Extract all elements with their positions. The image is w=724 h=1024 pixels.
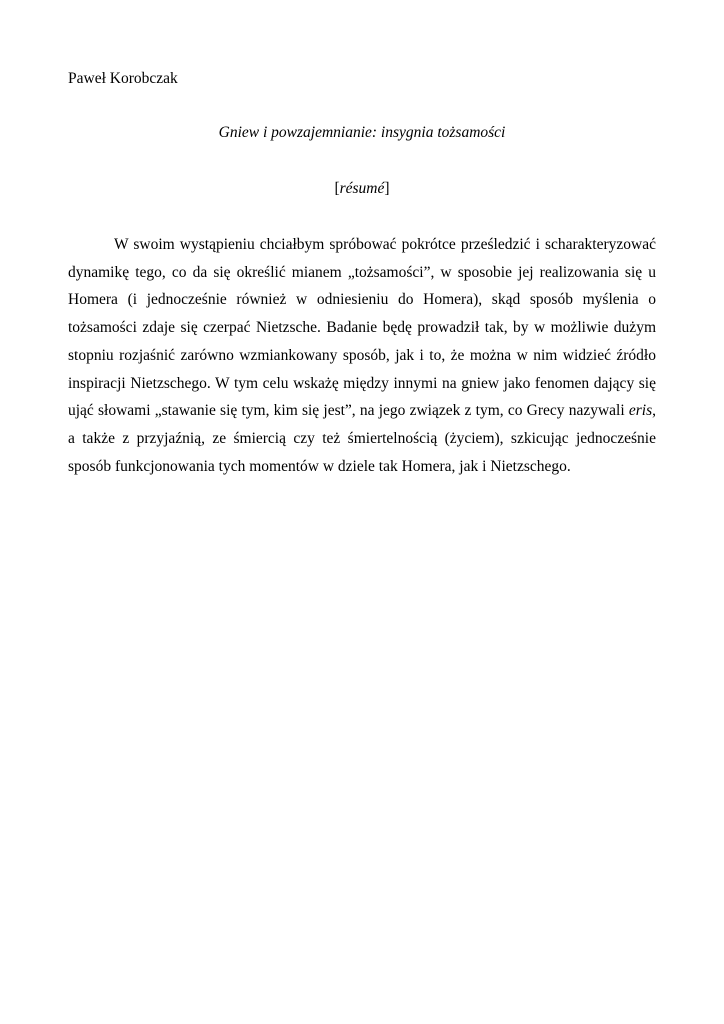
document-title: Gniew i powzajemnianie: insygnia tożsamości — [218, 124, 506, 141]
resume-close-bracket: ] — [384, 180, 390, 197]
resume-word: résumé — [339, 180, 385, 197]
abstract-text-part1: W swoim wystąpieniu chciałbym spróbować pokrótce prześledzić i scharakteryzować dynamikę tego, co da się określić mianem „tożsamości”, w sposobie jej realizowania się u Homera (i jednocześnie również w odniesieniu do Homera), skąd sposób myślenia o tożsamości zdaje się czerpać Nietzsche. Badanie będę prowadził tak, by w możliwie dużym stopniu rozjaśnić zarówno wzmiankowany sposób, jak i to, że można w nim widzieć źródło inspiracji Nietzschego. W tym celu wskażę między innymi na gniew jako fenomen dający się ująć słowami „stawanie się tym, kim się jest”, na jego związek z tym, co Grecy nazywali — [68, 236, 656, 420]
author-name: Paweł Korobczak — [68, 70, 178, 87]
abstract-paragraph — [68, 231, 656, 480]
abstract-text-part2: , a także z przyjaźnią, ze śmiercią czy też śmiertelnością (życiem), szkicując jednocześnie sposób funkcjonowania tych momentów w dziele tak Homera, jak i Nietzschego. — [68, 402, 656, 475]
resume-label — [68, 178, 656, 200]
resume-open-bracket: [ — [334, 180, 340, 197]
abstract-term-eris: eris — [628, 402, 653, 420]
